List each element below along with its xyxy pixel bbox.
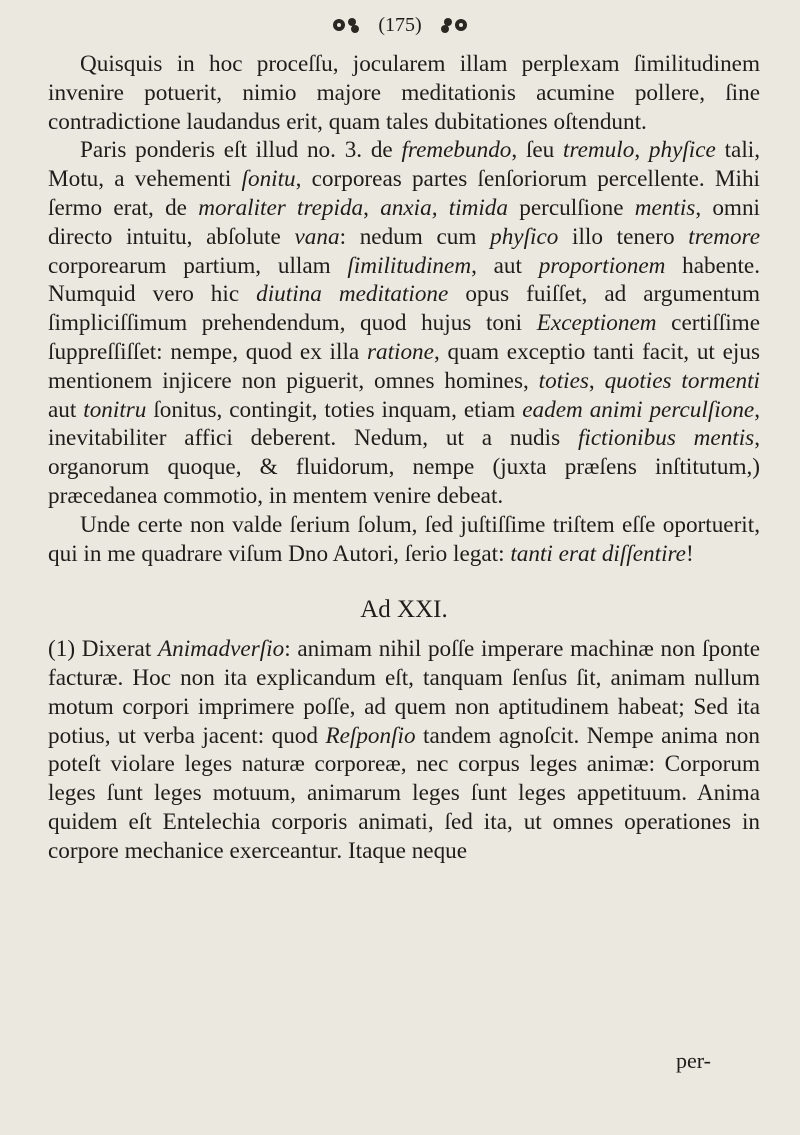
italic-run: ratione: [366, 338, 434, 365]
text-run: , ſeu: [511, 137, 564, 164]
text-run: (1) Dixerat: [48, 636, 158, 663]
text-run: Paris ponderis eſt illud no. 3. de: [80, 137, 402, 164]
text-run: , inevitabiliter affici deberent. Nedum, ut a nudis: [48, 396, 761, 452]
text-run: tandem agnoſcit. Nempe anima non poteſt violare leges naturæ corporeæ, nec corpus leges animæ: Corporum leges ſunt leges motuum, animarum leges ſunt leges appetituum. Anima quidem eſt Entelechia corporis animati, ſed ita, ut omnes operationes in corpore mechanice exerceantur. Itaque neque: [48, 722, 760, 864]
italic-run: mentis: [634, 194, 696, 221]
page-header: [0, 8, 800, 42]
text-run: ,: [588, 367, 605, 394]
text-run: ,: [634, 137, 649, 164]
catchword: per-: [676, 1048, 711, 1073]
text-run: tali, Motu, a vehementi: [48, 137, 761, 193]
text-run: aut: [48, 396, 84, 423]
italic-run: tremore: [688, 223, 760, 250]
italic-run: toties: [538, 367, 589, 394]
italic-run: Animadverſio: [157, 636, 285, 663]
body-text: [48, 50, 760, 866]
page-number: (175): [378, 13, 422, 36]
text-run: , quam exceptio tanti facit, ut ejus mentionem injicere non piguerit, omnes homines,: [48, 338, 760, 394]
italic-run: fremebundo: [401, 137, 512, 164]
italic-run: phyſico: [490, 223, 559, 250]
text-run: , omni directo intuitu, abſolute: [48, 194, 761, 250]
text-run: ,: [363, 194, 381, 221]
italic-run: tremulo: [563, 137, 635, 164]
right-ornament-icon: [436, 14, 470, 36]
text-run: , corporeas partes ſenſoriorum percellente. Mihi ſermo erat, de: [48, 166, 760, 221]
italic-run: anxia, timida: [380, 194, 508, 221]
italic-run: vana: [294, 223, 340, 250]
text-run: : nedum cum: [339, 223, 491, 250]
section-heading: Ad XXI.: [360, 596, 448, 624]
italic-run: tanti erat diſſentire: [510, 540, 686, 567]
paragraph-3: [48, 511, 760, 569]
italic-run: Exceptionem: [536, 310, 657, 337]
left-ornament-icon: [330, 14, 364, 36]
italic-run: ſonitu: [241, 166, 296, 193]
italic-run: eadem animi perculſione: [522, 396, 755, 423]
text-run: habente. Numquid vero hic: [48, 252, 760, 308]
italic-run: tonitru: [83, 396, 147, 423]
text-run: !: [685, 540, 694, 567]
text-run: , aut: [471, 252, 539, 279]
text-run: : animam nihil poſſe imperare machinæ non ſponte facturæ. Hoc non ita explicandum eſt, tanquam ſenſus ſit, animam nullum motum corpori imprimere poſſe, ad quem non aptitudinem habeat; Sed ita potius, ut verba jacent: quod: [48, 636, 760, 749]
text-run: certiſſime ſuppreſſiſſet: nempe, quod ex illa: [48, 310, 760, 365]
text-run: corporearum partium, ullam: [48, 252, 348, 279]
text-run: ſonitus, contingit, toties inquam, etiam: [146, 396, 523, 423]
paragraph-2: [48, 136, 760, 510]
text-run: opus fuiſſet, ad argumentum ſimpliciſſimum prehendendum, quod hujus toni: [48, 281, 760, 337]
italic-run: diutina meditatione: [256, 281, 449, 308]
text-run: illo tenero: [558, 223, 689, 250]
text-run: Unde certe non valde ſerium ſolum, ſed juſtiſſime triſtem eſſe oportuerit, qui in me quadrare viſum Dno Autori, ſerio legat:: [48, 511, 760, 567]
text-run: Quisquis in hoc proceſſu, jocularem illam perplexam ſimilitudinem invenire potuerit, nimio majore meditationis acumine pollere, ſine contradictione laudandus erit, quam tales dubitationes oſtendunt.: [48, 51, 760, 135]
italic-run: Reſponſio: [325, 722, 416, 749]
text-run: , organorum quoque, & fluidorum, nempe (juxta præſens inſtitutum,) præcedanea commotio, in mentem venire debeat.: [48, 425, 760, 509]
italic-run: ſimilitudinem: [347, 252, 472, 279]
italic-run: proportionem: [538, 252, 666, 279]
text-run: perculſione: [508, 194, 635, 221]
paragraph-1: [48, 50, 760, 136]
italic-run: phyſice: [648, 137, 716, 164]
italic-run: moraliter trepida: [198, 194, 364, 221]
italic-run: quoties tormenti: [604, 367, 761, 394]
italic-run: fictionibus mentis: [577, 425, 755, 452]
section-paragraph: [48, 635, 760, 865]
